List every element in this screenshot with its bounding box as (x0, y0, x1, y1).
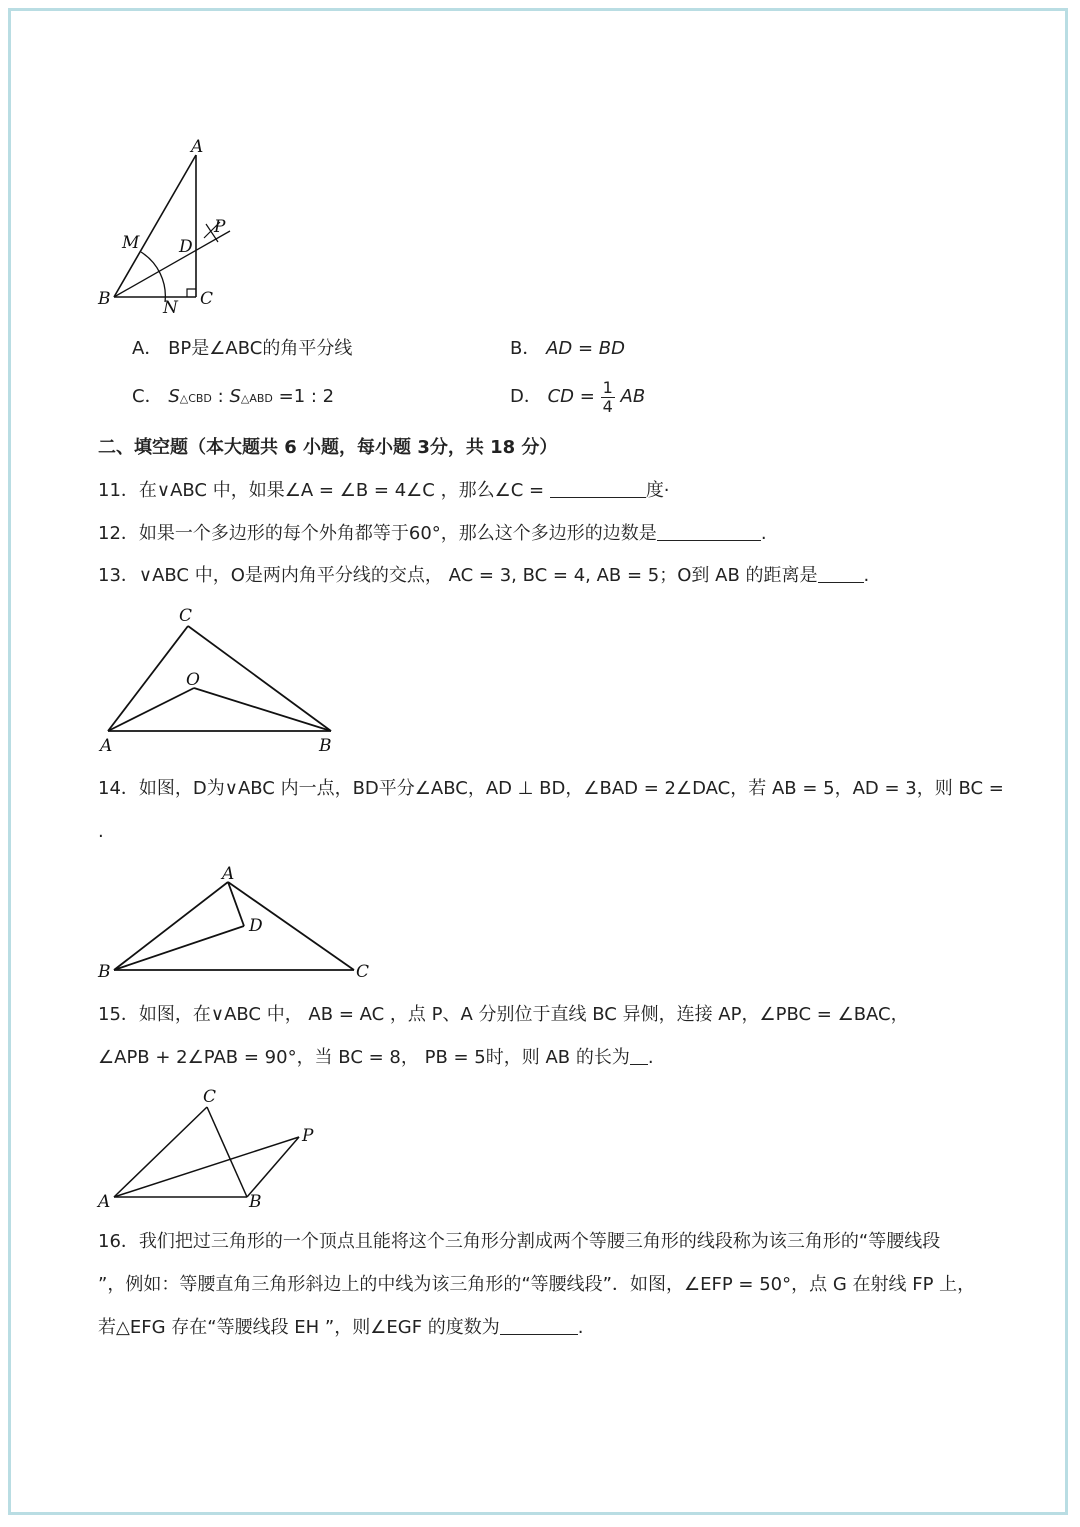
figure-triangle-point-d (94, 860, 384, 985)
q13-text: 13．∨ABC 中，O是两内角平分线的交点， AC = 3, BC = 4, AB = 5；O到 AB 的距离是 (98, 565, 818, 586)
question-11 (98, 479, 670, 503)
option-d-rhs: AB (620, 386, 646, 407)
q11-answer-blank (550, 479, 646, 498)
label-c: C (179, 606, 193, 626)
question-13 (98, 564, 869, 588)
q12-answer-blank (657, 522, 761, 541)
question-14 (98, 777, 1004, 801)
option-c-sep: : (211, 386, 230, 407)
option-d-num: 1 (602, 377, 613, 397)
question-12 (98, 522, 767, 546)
label-d: D (249, 916, 263, 936)
q12-tail: . (760, 523, 767, 544)
q15-line2: ∠APB + 2∠PAB = 90°，当 BC = 8， PB = 5时，则 AB 的长为 (98, 1047, 630, 1068)
q11-text: 11．在∨ABC 中，如果∠A = ∠B = 4∠C ，那么∠C = (98, 480, 550, 501)
label-m: M (122, 233, 140, 253)
question-15 (98, 1003, 909, 1027)
figure-triangle-point-p (94, 1082, 334, 1212)
label-n: N (163, 298, 178, 318)
label-c: C (203, 1087, 217, 1107)
label-a: A (98, 1192, 111, 1212)
option-c (132, 385, 334, 411)
label-o: O (186, 670, 200, 690)
question-16-continuation-1 (98, 1273, 975, 1297)
q14-line2: . (98, 821, 104, 842)
q14-line1: 14．如图，D为∨ABC 内一点，BD平分∠ABC，AD ⊥ BD，∠BAD = 2∠DAC，若 AB = 5，AD = 3，则 BC = (98, 778, 1004, 799)
q15-answer-blank (630, 1046, 648, 1065)
option-d-fraction (601, 379, 615, 416)
option-a-text: BP是∠ABC的角平分线 (168, 338, 353, 359)
label-a: A (222, 864, 235, 884)
q16-line2: ”，例如：等腰直角三角形斜边上的中线为该三角形的“等腰线段”．如图，∠EFP = 50°，点 G 在射线 FP 上， (98, 1274, 976, 1295)
option-c-s2: S (229, 386, 241, 407)
label-a: A (191, 137, 204, 157)
question-15-continuation (98, 1046, 654, 1070)
label-p: P (302, 1126, 314, 1146)
q16-line1: 16．我们把过三角形的一个顶点且能将这个三角形分割成两个等腰三角形的线段称为该三角形的“等腰线段 (98, 1231, 941, 1252)
option-d-letter: D． (510, 386, 542, 407)
option-a (132, 337, 352, 361)
option-c-letter: C． (132, 386, 163, 407)
label-c: C (356, 962, 370, 982)
option-a-letter: A． (132, 338, 163, 359)
option-c-s1: S (168, 386, 180, 407)
option-d-den: 4 (602, 396, 613, 416)
question-16-continuation-2 (98, 1316, 584, 1340)
label-b: B (98, 962, 111, 982)
q15-tail: . (647, 1047, 654, 1068)
option-c-sub1: △CBD (179, 392, 212, 405)
figure-triangle-bisector (90, 132, 250, 322)
option-c-sub2: △ABD (240, 392, 273, 405)
option-b-text: AD = BD (546, 338, 626, 359)
q11-tail: 度· (645, 480, 670, 501)
label-d: D (179, 237, 193, 257)
figure-triangle-incenter (94, 600, 354, 760)
q16-answer-blank (500, 1316, 578, 1335)
question-16 (98, 1230, 940, 1254)
label-b: B (249, 1192, 262, 1212)
option-b (510, 337, 625, 361)
option-d-lhs: CD = (547, 386, 595, 407)
q15-line1: 15．如图，在∨ABC 中， AB = AC ，点 P、A 分别位于直线 BC 异侧，连接 AP，∠PBC = ∠BAC， (98, 1004, 909, 1025)
q16-line3: 若△EFG 存在“等腰线段 EH ”，则∠EGF 的度数为 (98, 1317, 500, 1338)
option-c-tail: =1 : 2 (272, 386, 335, 407)
option-d (510, 375, 645, 419)
question-14-continuation (98, 820, 104, 844)
label-p: P (214, 217, 226, 237)
q13-tail: . (863, 565, 870, 586)
label-c: C (200, 289, 214, 309)
label-b: B (319, 736, 332, 756)
label-a: A (100, 736, 113, 756)
q13-answer-blank (818, 564, 864, 583)
q12-text: 12．如果一个多边形的每个外角都等于60°，那么这个多边形的边数是 (98, 523, 657, 544)
section-title: 二、填空题（本大题共 6 小题，每小题 3分，共 18 分） (98, 437, 558, 458)
label-b: B (98, 289, 111, 309)
q16-tail: . (577, 1317, 584, 1338)
option-b-letter: B． (510, 338, 541, 359)
